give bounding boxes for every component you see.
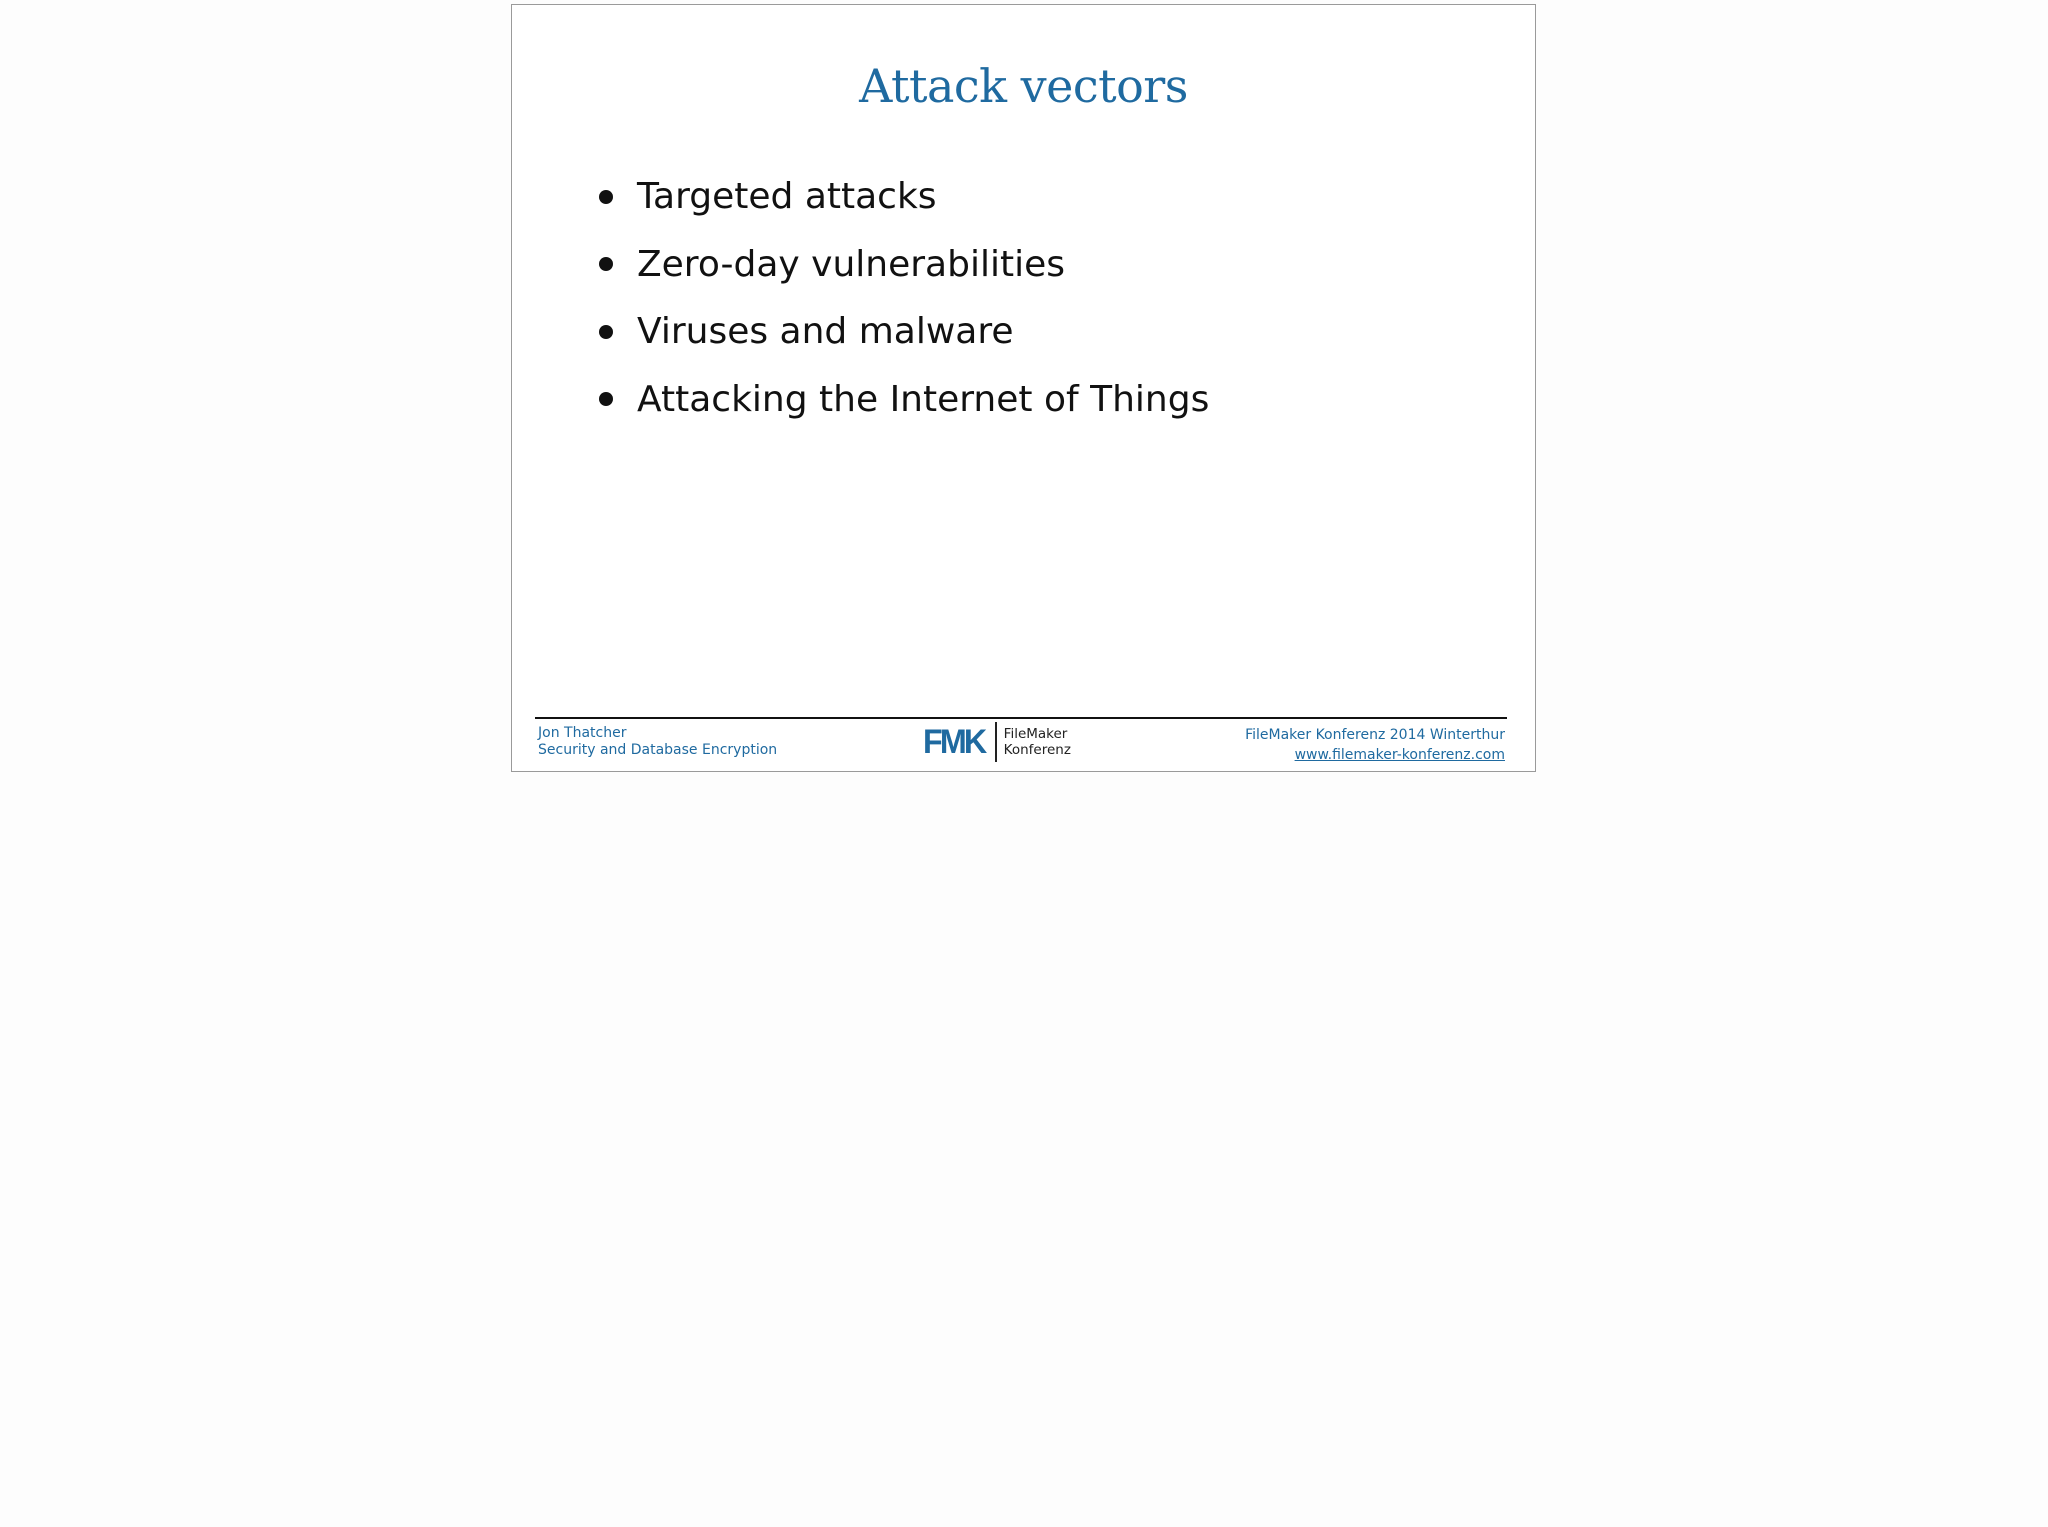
footer-event: FileMaker Konferenz 2014 Winterthur: [1245, 727, 1505, 743]
logo-separator: [995, 722, 997, 762]
bullet-text: Attacking the Internet of Things: [637, 378, 1210, 420]
footer-left: [538, 725, 777, 759]
footer-url-link[interactable]: www.filemaker-konferenz.com: [1294, 747, 1505, 763]
logo-line-1: FileMaker: [1003, 726, 1068, 742]
bullet-dot-icon: [599, 257, 613, 271]
footer-divider: [535, 717, 1507, 719]
fmk-logo-mark: FMK: [923, 722, 985, 761]
bullet-item: [599, 163, 1209, 231]
footer-talk-title: Security and Database Encryption: [538, 742, 778, 758]
bullet-text: Zero-day vulnerabilities: [637, 243, 1065, 285]
slide: [511, 4, 1536, 772]
slide-title: Attack vectors: [859, 59, 1188, 113]
logo-wordmark: [1004, 726, 1071, 758]
bullet-item: [599, 298, 1209, 366]
bullet-text: Viruses and malware: [637, 311, 1014, 353]
footer-right: [1245, 725, 1505, 765]
bullet-dot-icon: [599, 392, 613, 406]
fmk-logo: [923, 720, 1071, 764]
bullet-text: Targeted attacks: [637, 176, 937, 218]
logo-line-2: Konferenz: [1003, 742, 1071, 758]
footer-author: Jon Thatcher: [538, 725, 627, 741]
bullet-item: [599, 366, 1209, 434]
bullet-dot-icon: [599, 325, 613, 339]
bullet-dot-icon: [599, 190, 613, 204]
bullet-item: [599, 231, 1209, 299]
bullet-list: [599, 163, 1209, 433]
